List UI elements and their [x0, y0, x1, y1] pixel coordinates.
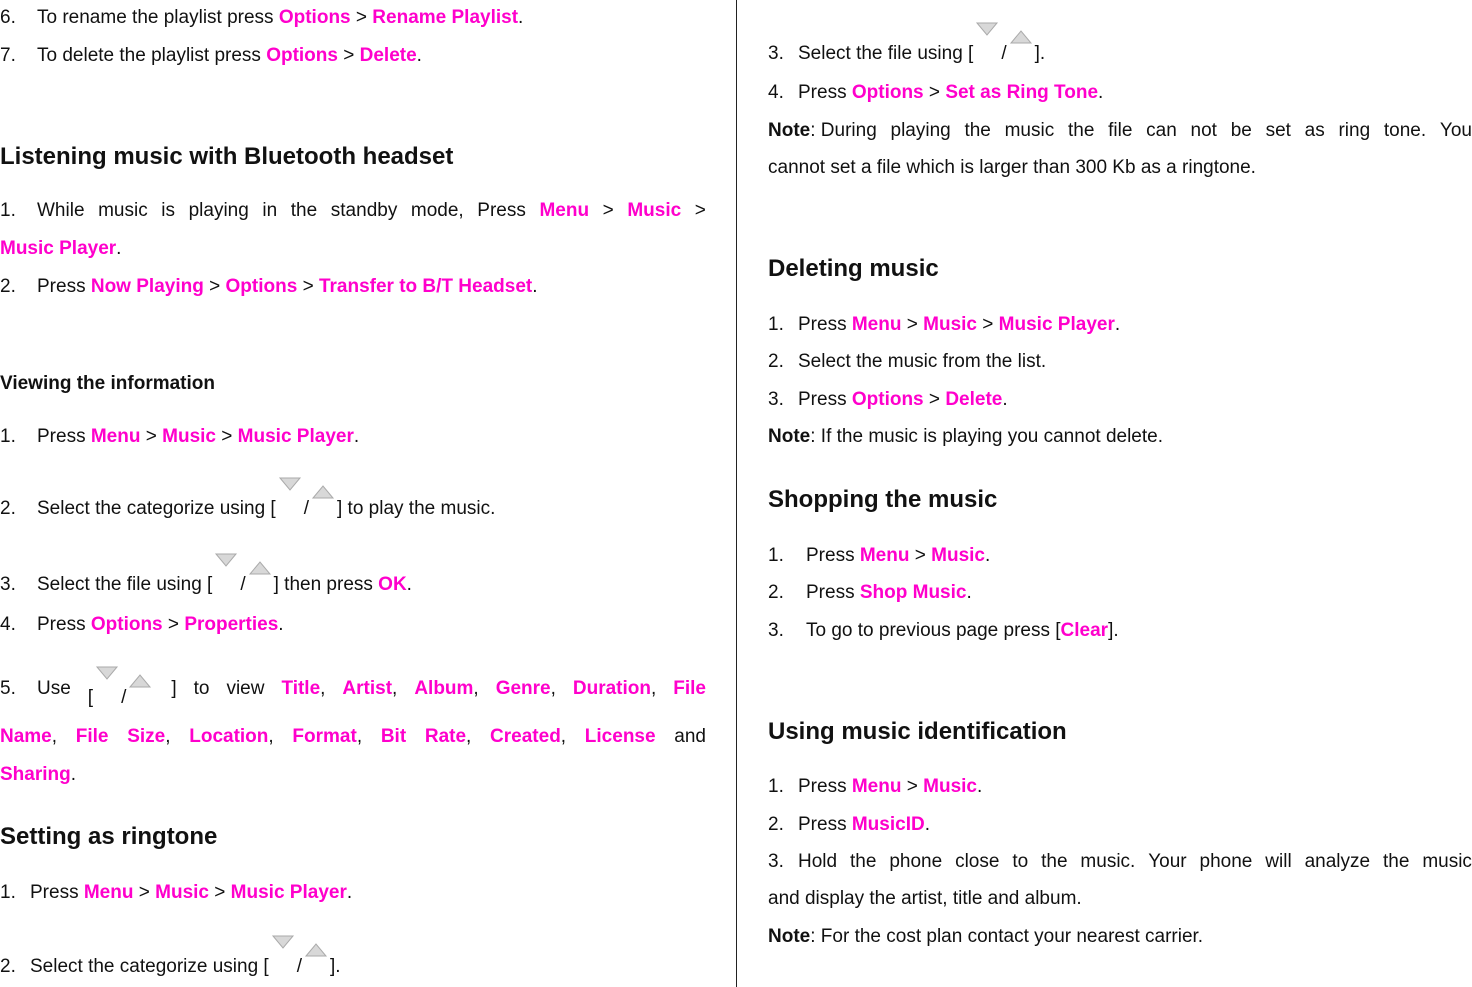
nav-down-icon [276, 488, 304, 516]
step-del-3: 3. Press Options > Delete. [768, 389, 1008, 410]
nav-up-icon [309, 488, 337, 516]
step-ring-1: 1. Press Menu > Music > Music Player. [0, 882, 353, 903]
step-shop-1: 1. Press Menu > Music. [768, 545, 991, 566]
heading-info: Viewing the information [0, 373, 215, 394]
note-ringtone-line1: Note: During playing the music the file can not be set as ring tone. You [768, 120, 1472, 141]
step-ring-2: 2. Select the categorize using [ / ]. [0, 946, 341, 979]
step-del-2: 2. Select the music from the list. [768, 351, 1047, 372]
column-divider [736, 0, 737, 987]
step-info-5-line2: Name, File Size, Location, Format, Bit Rate, Created, License and [0, 726, 706, 747]
step-info-2: 2. Select the categorize using [ / ] to play the music. [0, 488, 495, 521]
step-info-5-line3: Sharing. [0, 764, 77, 785]
step-ring-4: 4. Press Options > Set as Ring Tone. [768, 82, 1104, 103]
step-info-5-line1: 5. Use [ / ] to view Title, Artist, Album, Genre, Duration, File [0, 677, 706, 710]
nav-up-icon [1007, 33, 1035, 61]
step-rename-playlist: 6. To rename the playlist press Options > Rename Playlist. [0, 7, 524, 28]
heading-shopping: Shopping the music [768, 486, 998, 513]
nav-down-icon [269, 946, 297, 974]
nav-down-icon [93, 677, 121, 705]
step-id-2: 2. Press MusicID. [768, 814, 930, 835]
step-delete-playlist: 7. To delete the playlist press Options > Delete. [0, 45, 422, 66]
note-ringtone-line2: cannot set a file which is larger than 300 Kb as a ringtone. [768, 157, 1256, 178]
step-bt-1-line2: Music Player. [0, 238, 122, 259]
step-del-1: 1. Press Menu > Music > Music Player. [768, 314, 1121, 335]
step-id-3-line1: 3. Hold the phone close to the music. Your phone will analyze the music [768, 851, 1472, 872]
step-info-1: 1. Press Menu > Music > Music Player. [0, 426, 360, 447]
step-bt-2: 2. Press Now Playing > Options > Transfer to B/T Headset. [0, 276, 538, 297]
step-ring-3: 3. Select the file using [ / ]. [768, 33, 1045, 66]
nav-down-icon [212, 564, 240, 592]
left-column [0, 0, 706, 987]
heading-deleting: Deleting music [768, 255, 939, 282]
nav-down-icon [973, 33, 1001, 61]
step-info-4: 4. Press Options > Properties. [0, 614, 284, 635]
step-shop-2: 2. Press Shop Music. [768, 582, 972, 603]
nav-up-icon [302, 946, 330, 974]
step-id-3-line2: and display the artist, title and album. [768, 888, 1082, 909]
heading-ringtone: Setting as ringtone [0, 823, 218, 850]
nav-up-icon [246, 564, 274, 592]
step-id-1: 1. Press Menu > Music. [768, 776, 983, 797]
heading-identification: Using music identification [768, 718, 1067, 745]
step-bt-1-line1: 1. While music is playing in the standby mode, Press Menu > Music > [0, 200, 706, 221]
step-shop-3: 3. To go to previous page press [Clear]. [768, 620, 1119, 641]
note-cost: Note: For the cost plan contact your nearest carrier. [768, 926, 1204, 947]
step-info-3: 3. Select the file using [ / ] then press OK. [0, 564, 412, 597]
nav-up-icon [126, 677, 154, 705]
heading-bluetooth: Listening music with Bluetooth headset [0, 143, 454, 170]
right-column [768, 0, 1472, 987]
note-delete: Note: If the music is playing you cannot delete. [768, 426, 1163, 447]
